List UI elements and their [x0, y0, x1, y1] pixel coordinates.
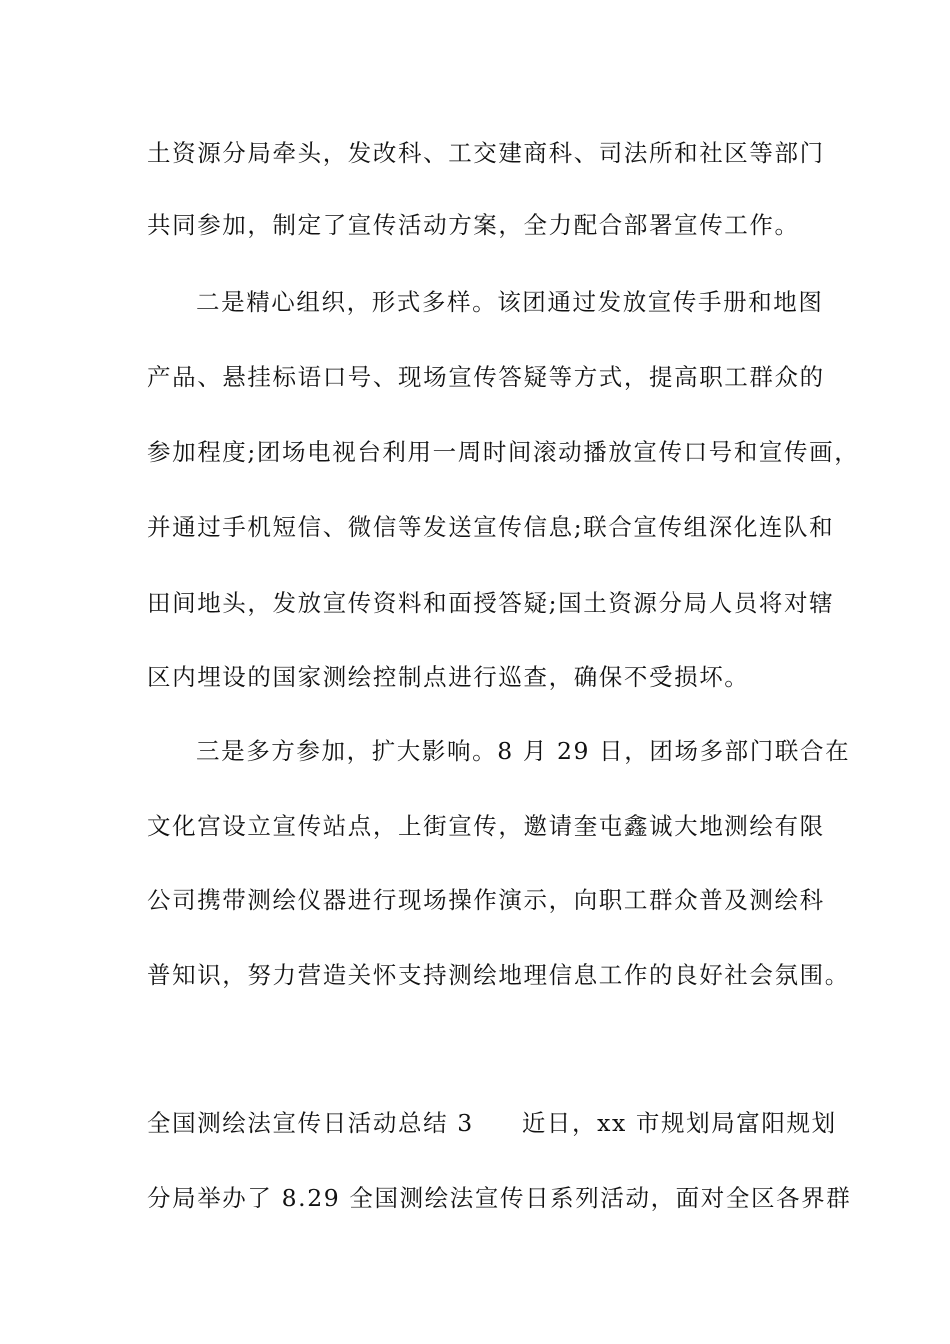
paragraph-2-line-1: 二是精心组织，形式多样。该团通过发放宣传手册和地图 — [196, 288, 824, 316]
paragraph-3-line-1: 三是多方参加，扩大影响。8 月 29 日，团场多部门联合在 — [196, 737, 851, 765]
paragraph-3-line-4: 普知识，努力营造关怀支持测绘地理信息工作的良好社会氛围。 — [147, 961, 850, 989]
paragraph-2-line-2: 产品、悬挂标语口号、现场宣传答疑等方式，提高职工群众的 — [147, 363, 825, 391]
section-title: 全国测绘法宣传日活动总结 3 — [147, 1109, 474, 1137]
paragraph-2-line-4: 并通过手机短信、微信等发送宣传信息;联合宣传组深化连队和 — [147, 513, 835, 541]
section-heading-line — [147, 1108, 837, 1138]
paragraph-2-line-3: 参加程度;团场电视台利用一周时间滚动播放宣传口号和宣传画， — [147, 438, 860, 466]
paragraph-2-line-5: 田间地头，发放宣传资料和面授答疑;国土资源分局人员将对辖 — [147, 589, 835, 617]
paragraph-1-line-2: 共同参加，制定了宣传活动方案，全力配合部署宣传工作。 — [147, 211, 800, 239]
section-body-line-2: 分局举办了 8.29 全国测绘法宣传日系列活动，面对全区各界群 — [147, 1184, 852, 1212]
paragraph-2-line-6: 区内埋设的国家测绘控制点进行巡查，确保不受损坏。 — [147, 663, 750, 691]
paragraph-3-line-3: 公司携带测绘仪器进行现场操作演示，向职工群众普及测绘科 — [147, 886, 825, 914]
paragraph-3-line-2: 文化宫设立宣传站点，上街宣传，邀请奎屯鑫诚大地测绘有限 — [147, 812, 825, 840]
paragraph-1-line-1: 土资源分局牵头，发改科、工交建商科、司法所和社区等部门 — [147, 139, 825, 167]
section-body-line-1: 近日，xx 市规划局富阳规划 — [521, 1109, 837, 1137]
